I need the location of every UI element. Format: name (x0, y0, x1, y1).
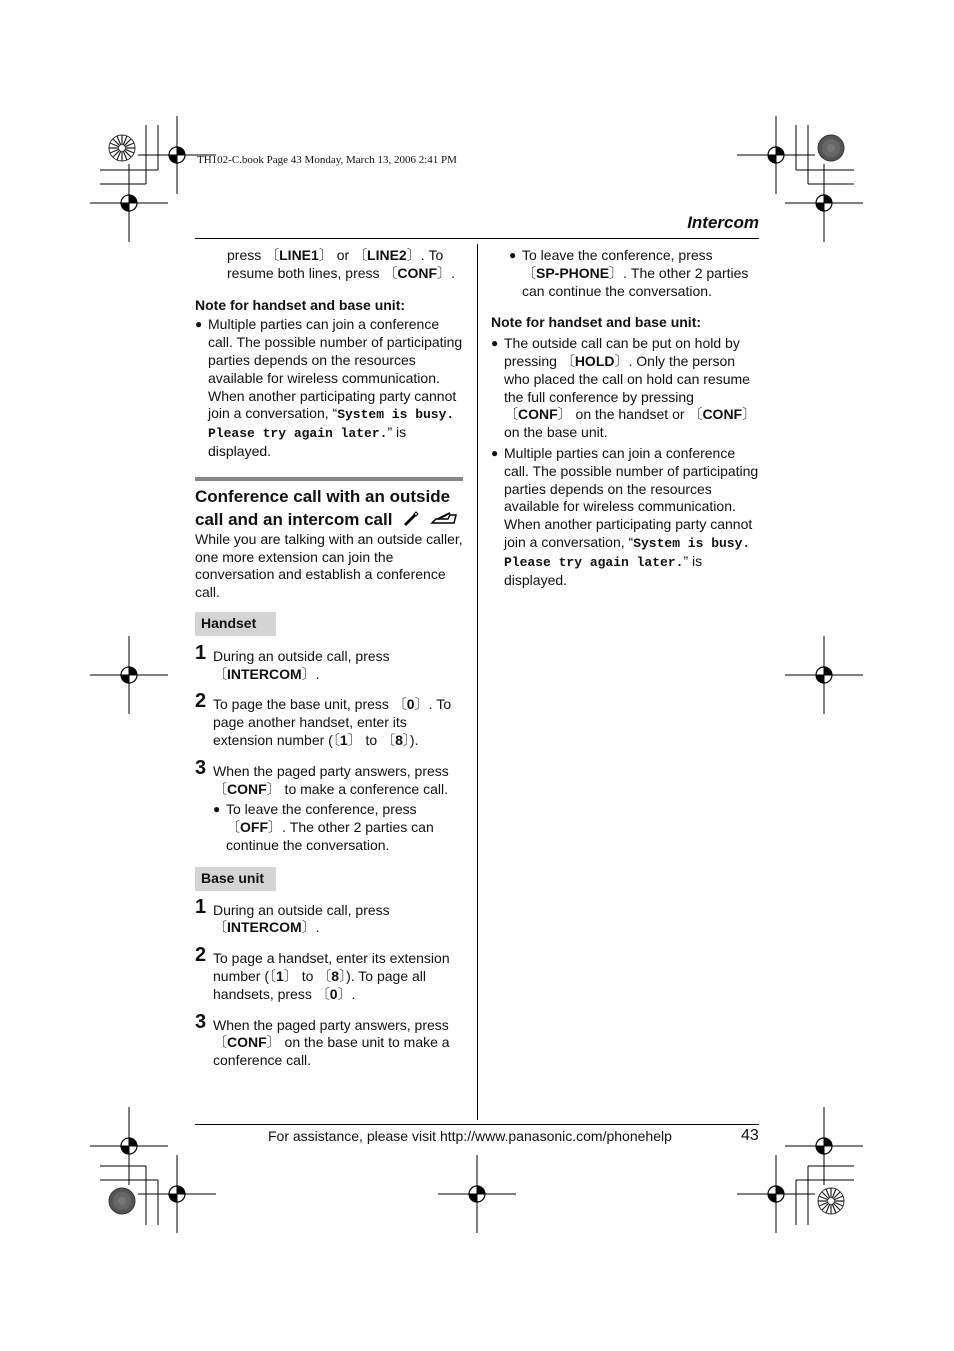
key-8: 〔8〕 (381, 731, 410, 748)
conf-key: 〔CONF〕 (213, 1034, 281, 1051)
bullet-icon: ● (491, 445, 499, 460)
continuation-text: press 〔LINE1〕 or 〔LINE2〕. To resume both lines, press 〔CONF〕. (227, 247, 455, 281)
off-key: 〔OFF〕 (226, 819, 282, 836)
right-column (491, 247, 761, 589)
bullet-icon: ● (509, 248, 517, 262)
conf-key: 〔CONF〕 (383, 264, 452, 281)
section-heading: Conference call with an outside call and an intercom call (195, 485, 465, 531)
key-0: 〔0〕 (315, 985, 352, 1002)
right-bullet-parties: ● Multiple parties can join a conference call. The possible number of participating parties depends on the resources available for wireless communication. When another participating party cannot join a conversation, “System is busy. Please try again later.” is displayed. (491, 444, 759, 588)
handset-step-2: 2 To page the base unit, press 〔0〕. To page another handset, enter its extension number (〔1〕 to 〔8〕). (195, 690, 452, 748)
bullet-icon: ● (213, 802, 221, 817)
footer-rule (195, 1124, 759, 1125)
hold-key: 〔HOLD〕 (560, 352, 629, 369)
key-8: 〔8〕 (317, 967, 347, 984)
page-number: 43 (741, 1127, 759, 1144)
right-bullet-leave: ● To leave the conference, press 〔SP-PHONE〕. The other 2 parties can continue the conversation. (509, 247, 749, 299)
footer-assist-text: For assistance, please visit http://www.panasonic.com/phonehelp (268, 1128, 672, 1144)
base-unit-icon (430, 511, 458, 527)
base-step-3: 3 When the paged party answers, press 〔CONF〕 on the base unit to make a conference call. (195, 1010, 450, 1069)
intercom-key: 〔INTERCOM〕 (213, 665, 316, 682)
file-info: TH102-C.book Page 43 Monday, March 13, 2006 2:41 PM (197, 154, 457, 166)
left-column (195, 247, 465, 1070)
bullet-icon: ● (491, 336, 499, 351)
section-title: Intercom (687, 213, 759, 232)
base-step-1: 1 During an outside call, press 〔INTERCOM〕. (195, 895, 390, 936)
conf-key: 〔CONF〕 (688, 406, 757, 423)
handset-step-3-bullet: ● To leave the conference, press 〔OFF〕. The other 2 parties can continue the conversation. (213, 801, 434, 853)
bullet-icon: ● (195, 317, 203, 332)
column-divider (477, 244, 478, 1120)
handset-icon (401, 511, 419, 527)
line1-key: 〔LINE1〕 (265, 247, 333, 263)
note-heading: Note for handset and base unit: (491, 314, 702, 331)
handset-step-3: 3 When the paged party answers, press 〔CONF〕 to make a conference call. ● To leave the conference, press 〔OFF〕. The other 2 parties can continue the conversation. (195, 763, 465, 855)
right-bullet-hold: ● The outside call can be put on hold by pressing 〔HOLD〕. Only the person who placed the call on hold can resume the full conference by pressing 〔CONF〕 on the handset or 〔CONF〕 on the base unit. (491, 335, 757, 441)
intercom-key: 〔INTERCOM〕 (213, 919, 316, 936)
key-0: 〔0〕 (392, 696, 429, 713)
base-step-2: 2 To page a handset, enter its extension number (〔1〕 to 〔8〕). To page all handsets, press 〔0〕. (195, 944, 450, 1002)
note-heading: Note for handset and base unit: (195, 296, 406, 313)
section-rule (195, 477, 463, 481)
conf-key: 〔CONF〕 (504, 406, 572, 423)
section-intro: While you are talking with an outside caller, one more extension can join the conversation and establish a conference call. (195, 530, 463, 601)
handset-step-1: 1 During an outside call, press 〔INTERCOM〕. (195, 641, 390, 682)
conf-key: 〔CONF〕 (213, 780, 281, 797)
note-bullet: ● Multiple parties can join a conference call. The possible number of participating parties depends on the resources available for wireless communication. When another participating party cannot join a conversation, “System is busy. Please try again later.” is displayed. (195, 316, 463, 459)
header-rule (195, 238, 759, 239)
line2-key: 〔LINE2〕 (353, 247, 421, 263)
sp-phone-key: 〔SP-PHONE〕 (522, 264, 624, 281)
handset-tag: Handset (195, 612, 276, 636)
key-1: 〔1〕 (269, 967, 298, 984)
key-1: 〔1〕 (332, 731, 362, 748)
base-unit-tag: Base unit (195, 867, 276, 891)
